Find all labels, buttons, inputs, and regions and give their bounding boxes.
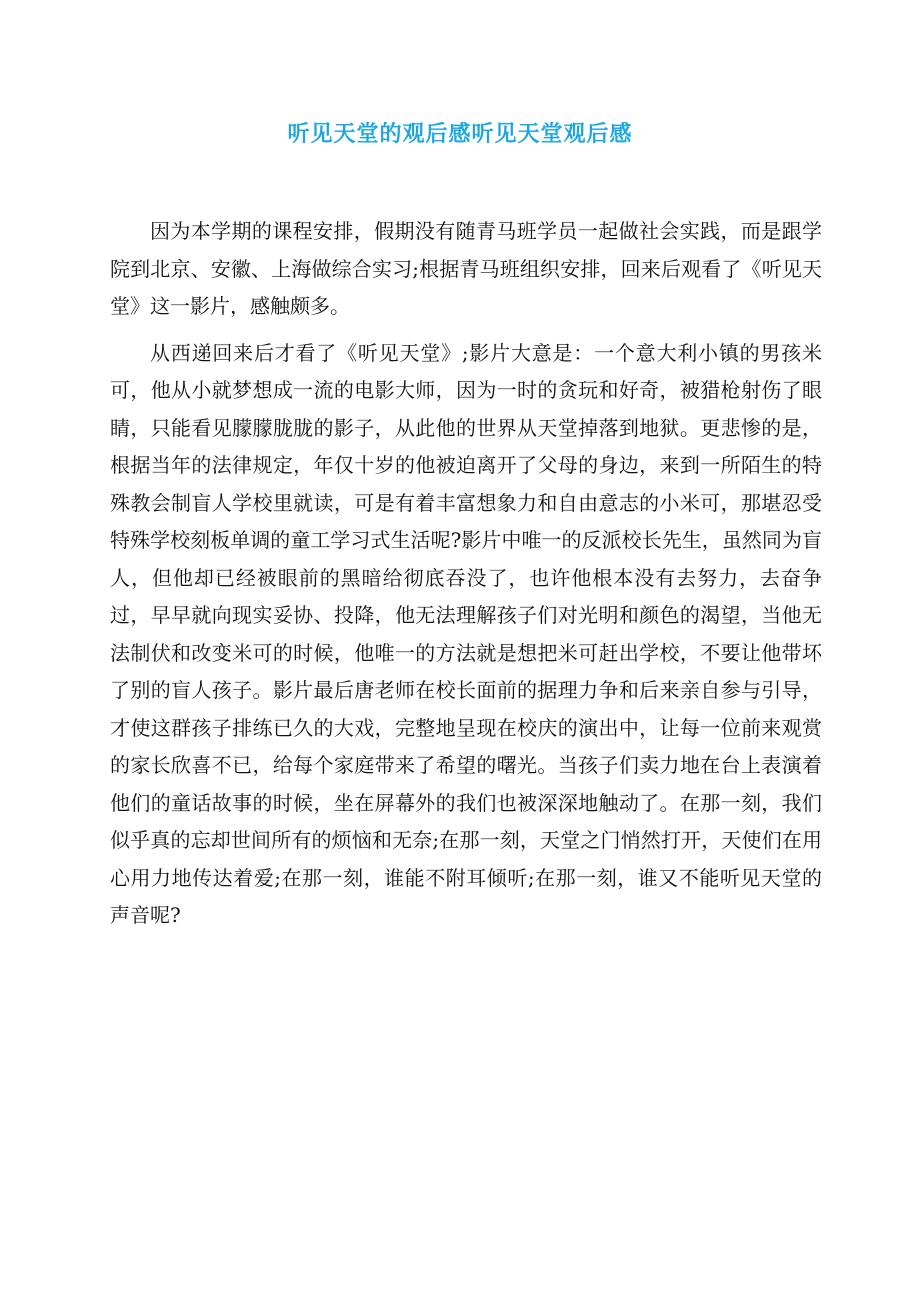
document-title: 听见天堂的观后感听见天堂观后感 <box>287 121 633 147</box>
paragraph-intro: 因为本学期的课程安排，假期没有随青马班学员一起做社会实践，而是跟学院到北京、安徽、上海做综合实习;根据青马班组织安排，回来后观看了《听见天堂》这一影片，感触颇多。 <box>110 219 822 318</box>
document-body <box>110 213 822 935</box>
paragraph-summary: 从西递回来后才看了《听见天堂》;影片大意是：一个意大利小镇的男孩米可，他从小就梦想成一流的电影大师，因为一时的贪玩和好奇，被猎枪射伤了眼睛，只能看见朦朦胧胧的影子，从此他的世界从天堂掉落到地狱。更悲惨的是，根据当年的法律规定，年仅十岁的他被迫离开了父母的身边，来到一所陌生的特殊教会制盲人学校里就读，可是有着丰富想象力和自由意志的小米可，那堪忍受特殊学校刻板单调的童工学习式生活呢?影片中唯一的反派校长先生，虽然同为盲人，但他却已经被眼前的黑暗给彻底吞没了，也许他根本没有去努力，去奋争过，早早就向现实妥协、投降，他无法理解孩子们对光明和颜色的渴望，当他无法制伏和改变米可的时候，他唯一的方法就是想把米可赶出学校，不要让他带坏了别的盲人孩子。影片最后唐老师在校长面前的据理力争和后来亲自参与引导，才使这群孩子排练已久的大戏，完整地呈现在校庆的演出中，让每一位前来观赏的家长欣喜不已，给每个家庭带来了希望的曙光。当孩子们卖力地在台上表演着他们的童话故事的时候，坐在屏幕外的我们也被深深地触动了。在那一刻，我们似乎真的忘却世间所有的烦恼和无奈;在那一刻，天堂之门悄然打开，天使们在用心用力地传达着爱;在那一刻，谁能不附耳倾听;在那一刻，谁又不能听见天堂的声音呢? <box>110 340 822 927</box>
